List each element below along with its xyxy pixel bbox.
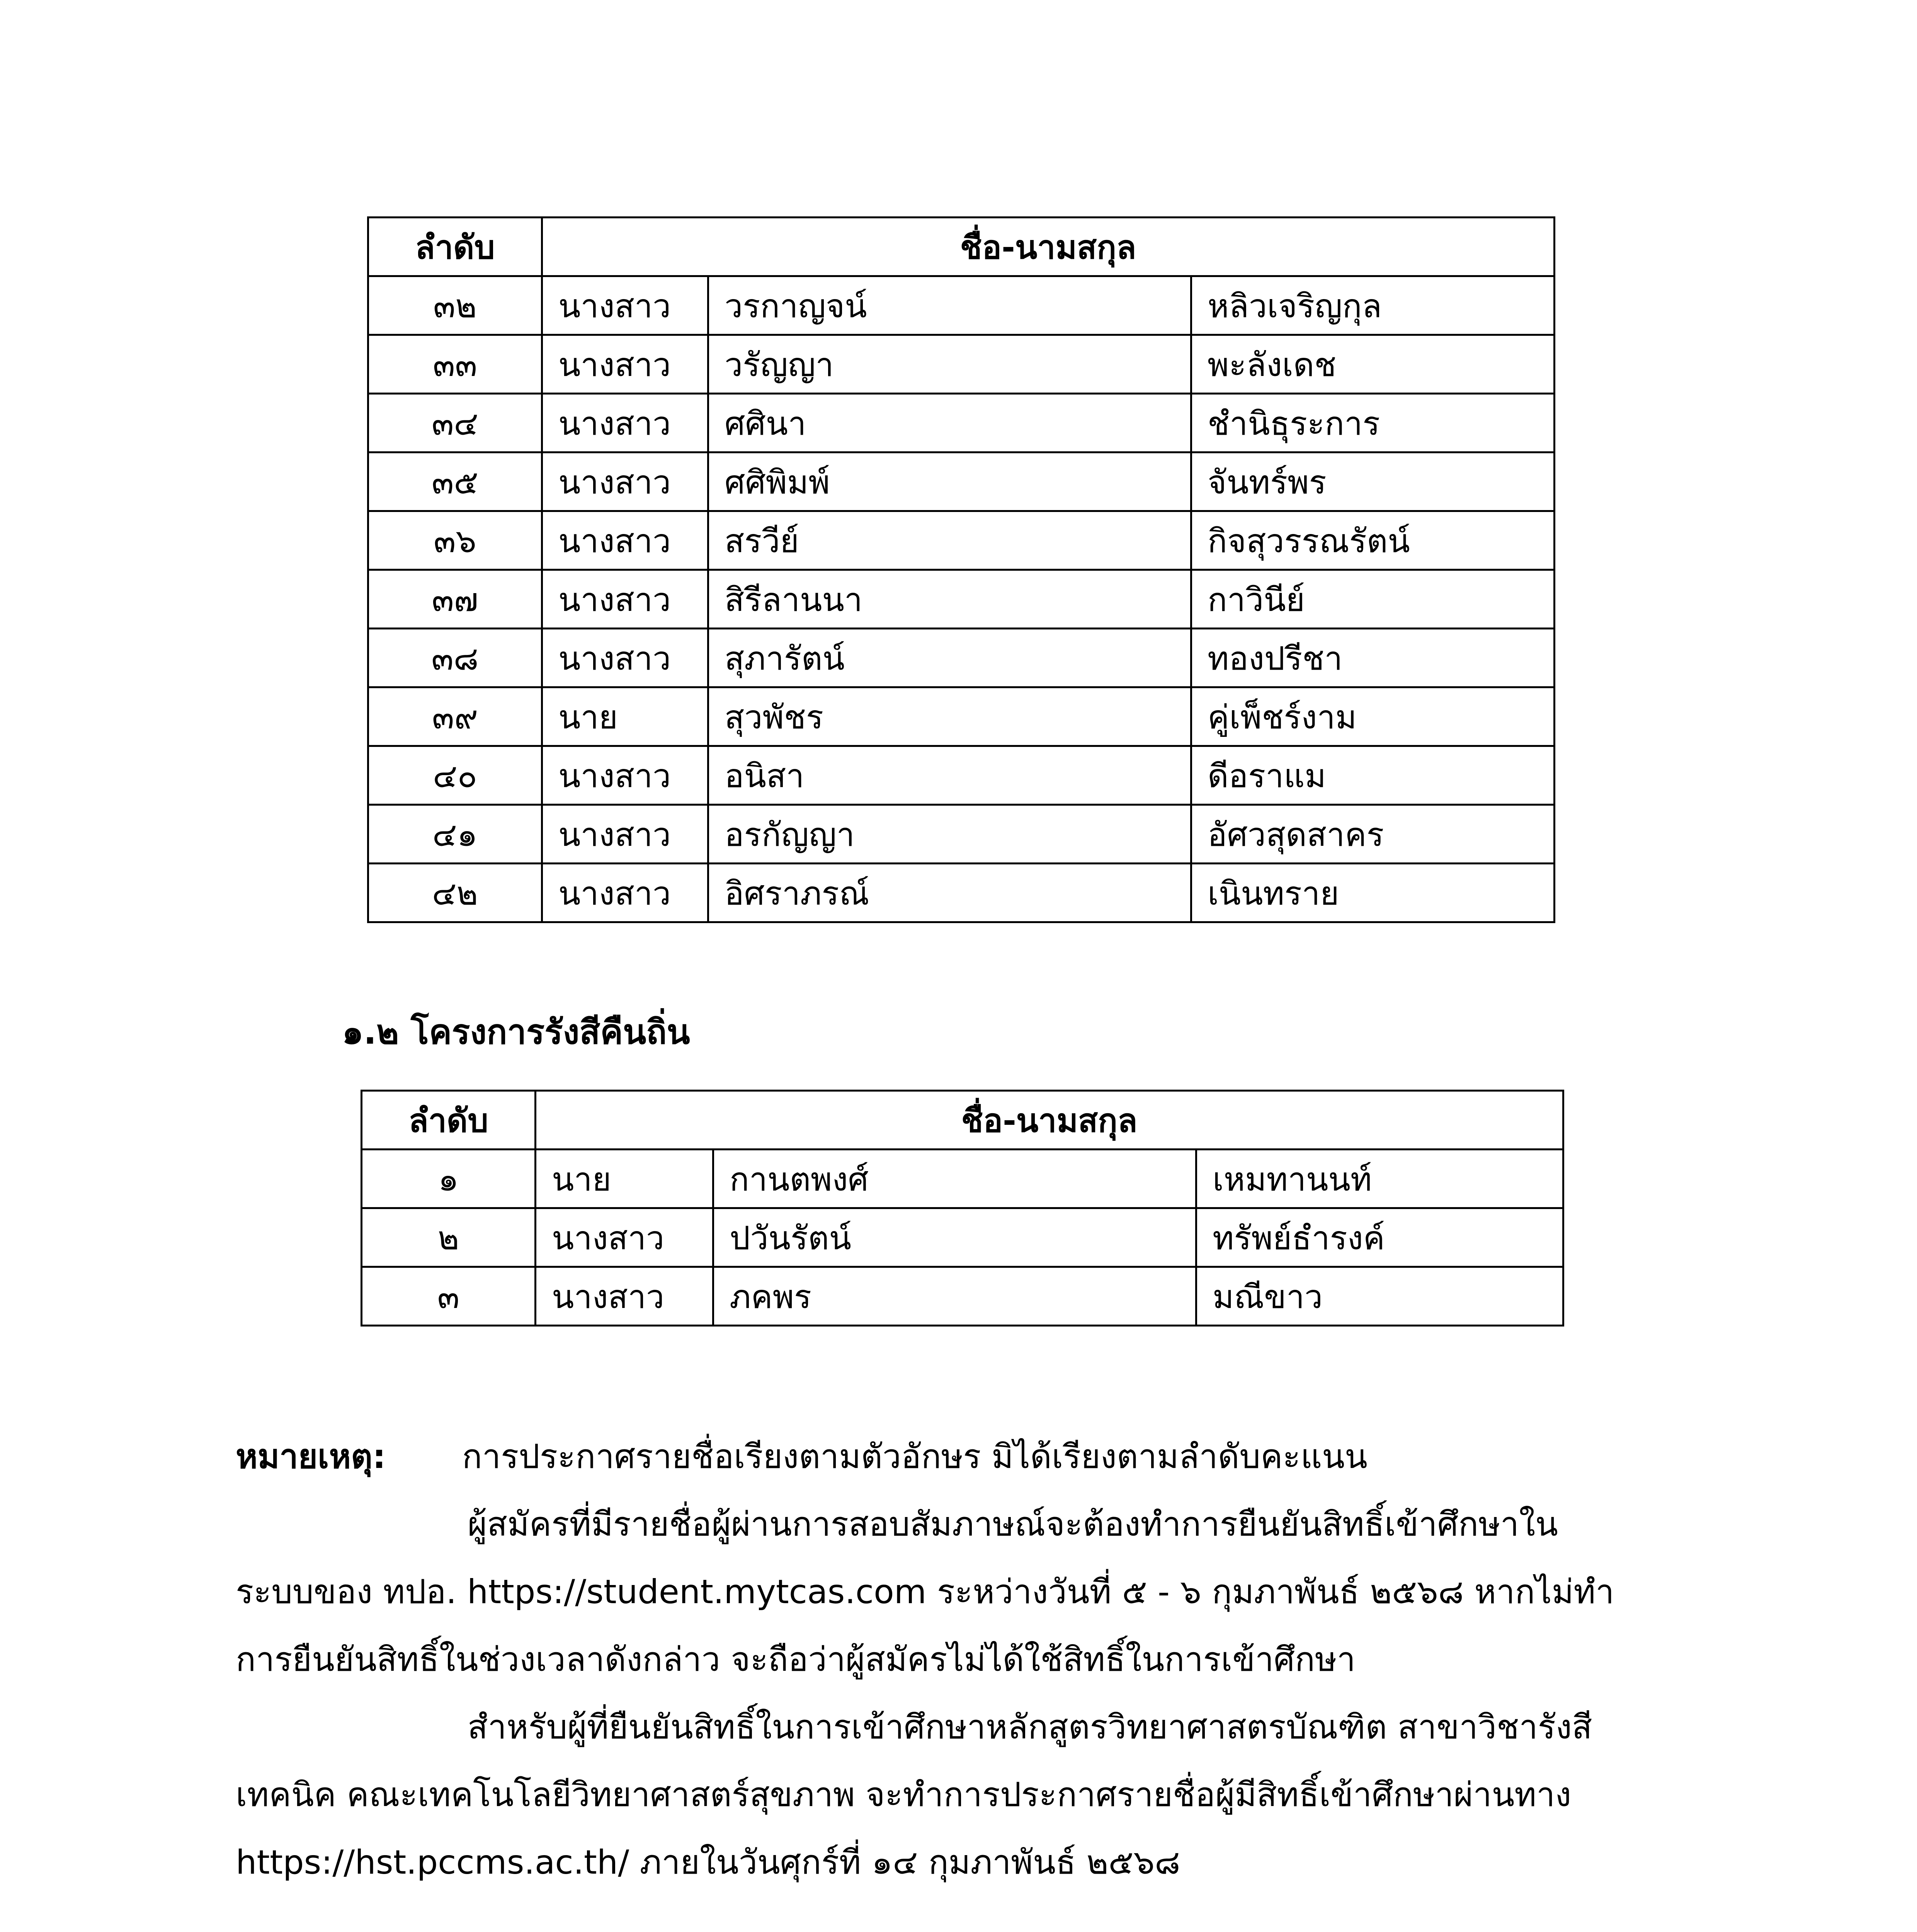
row-title: นางสาว: [542, 629, 708, 687]
table-row: [368, 452, 1555, 511]
table-row: [368, 335, 1555, 394]
admission-table-1: [367, 216, 1555, 923]
row-last-name: ทองปรีชา: [1191, 629, 1555, 687]
row-title: นางสาว: [542, 452, 708, 511]
row-title: นางสาว: [536, 1208, 713, 1267]
name-header: ชื่อ-นามสกุล: [536, 1091, 1563, 1150]
row-last-name: กาวินีย์: [1191, 570, 1555, 629]
table-row: [368, 805, 1555, 864]
row-title: นางสาว: [542, 864, 708, 922]
note-line-6: เทคนิค คณะเทคโนโลยีวิทยาศาสตร์สุขภาพ จะทำการประกาศรายชื่อผู้มีสิทธิ์เข้าศึกษาผ่านทาง: [236, 1776, 1572, 1814]
table-header-row: [362, 1091, 1563, 1150]
row-first-name: สิรีลานนา: [708, 570, 1191, 629]
row-first-name: ศศินา: [708, 394, 1191, 452]
row-number: ๔๒: [368, 864, 542, 922]
table-row: [362, 1208, 1563, 1267]
row-title: นางสาว: [536, 1267, 713, 1326]
row-title: นางสาว: [542, 335, 708, 394]
note-line-7: https://hst.pccms.ac.th/ ภายในวันศุกร์ที่ ๑๔ กุมภาพันธ์ ๒๕๖๘: [236, 1843, 1180, 1882]
name-header: ชื่อ-นามสกุล: [542, 218, 1555, 276]
row-first-name: อิศราภรณ์: [708, 864, 1191, 922]
row-number: ๓๖: [368, 511, 542, 570]
note-line-3: ระบบของ ทปอ. https://student.mytcas.com ระหว่างวันที่ ๕ - ๖ กุมภาพันธ์ ๒๕๖๘ หากไม่ทำ: [236, 1573, 1614, 1611]
row-first-name: ศศิพิมพ์: [708, 452, 1191, 511]
order-header: ลำดับ: [368, 218, 542, 276]
row-last-name: เหมทานนท์: [1196, 1150, 1563, 1208]
row-title: นางสาว: [542, 394, 708, 452]
row-number: ๒: [362, 1208, 536, 1267]
row-first-name: อรกัญญา: [708, 805, 1191, 864]
row-title: นางสาว: [542, 805, 708, 864]
note-line-5: สำหรับผู้ที่ยืนยันสิทธิ์ในการเข้าศึกษาหลักสูตรวิทยาศาสตรบัณฑิต สาขาวิชารังสี: [468, 1708, 1592, 1747]
row-last-name: มณีขาว: [1196, 1267, 1563, 1326]
row-first-name: วรัญญา: [708, 335, 1191, 394]
row-title: นางสาว: [542, 570, 708, 629]
row-last-name: กิจสุวรรณรัตน์: [1191, 511, 1555, 570]
table-header-row: [368, 218, 1555, 276]
row-title: นาย: [536, 1150, 713, 1208]
row-number: ๔๐: [368, 746, 542, 805]
admission-table-2: [361, 1090, 1564, 1327]
row-first-name: ภคพร: [713, 1267, 1196, 1326]
row-title: นางสาว: [542, 276, 708, 335]
row-first-name: ปวันรัตน์: [713, 1208, 1196, 1267]
row-first-name: สรวีย์: [708, 511, 1191, 570]
row-last-name: คู่เพ็ชร์งาม: [1191, 687, 1555, 746]
table-row: [362, 1267, 1563, 1326]
row-last-name: ชำนิธุระการ: [1191, 394, 1555, 452]
row-first-name: สุภารัตน์: [708, 629, 1191, 687]
row-number: ๔๑: [368, 805, 542, 864]
row-number: ๓: [362, 1267, 536, 1326]
table-row: [368, 864, 1555, 922]
row-number: ๓๓: [368, 335, 542, 394]
row-title: นาย: [542, 687, 708, 746]
row-first-name: อนิสา: [708, 746, 1191, 805]
table-row: [368, 687, 1555, 746]
row-last-name: จันทร์พร: [1191, 452, 1555, 511]
row-number: ๓๔: [368, 394, 542, 452]
note-text: การประกาศรายชื่อเรียงตามตัวอักษร มิได้เรียงตามลำดับคะแนน: [462, 1437, 1368, 1476]
row-last-name: อัศวสุดสาคร: [1191, 805, 1555, 864]
note-line-2: ผู้สมัครที่มีรายชื่อผู้ผ่านการสอบสัมภาษณ์จะต้องทำการยืนยันสิทธิ์เข้าศึกษาใน: [468, 1505, 1558, 1544]
row-first-name: สุวพัชร: [708, 687, 1191, 746]
table-body: [368, 276, 1555, 922]
row-last-name: ทรัพย์ธำรงค์: [1196, 1208, 1563, 1267]
row-title: นางสาว: [542, 511, 708, 570]
order-header: ลำดับ: [362, 1091, 536, 1150]
row-title: นางสาว: [542, 746, 708, 805]
row-number: ๓๘: [368, 629, 542, 687]
note-label: หมายเหตุ:: [236, 1437, 386, 1476]
row-number: ๓๗: [368, 570, 542, 629]
row-first-name: วรกาญจน์: [708, 276, 1191, 335]
row-number: ๓๙: [368, 687, 542, 746]
row-last-name: ดีอราแม: [1191, 746, 1555, 805]
table-body: [362, 1150, 1563, 1326]
row-last-name: พะลังเดช: [1191, 335, 1555, 394]
table-row: [368, 746, 1555, 805]
row-number: ๓๕: [368, 452, 542, 511]
table-row: [368, 394, 1555, 452]
row-last-name: หลิวเจริญกุล: [1191, 276, 1555, 335]
table-row: [368, 276, 1555, 335]
table-row: [368, 570, 1555, 629]
row-number: ๓๒: [368, 276, 542, 335]
row-last-name: เนินทราย: [1191, 864, 1555, 922]
section-heading: ๑.๒ โครงการรังสีคืนถิ่น: [342, 1012, 690, 1052]
table-row: [368, 511, 1555, 570]
table-row: [362, 1150, 1563, 1208]
row-first-name: กานตพงศ์: [713, 1150, 1196, 1208]
note-line-1: [236, 1437, 1696, 1476]
note-line-4: การยืนยันสิทธิ์ในช่วงเวลาดังกล่าว จะถือว่าผู้สมัครไม่ได้ใช้สิทธิ์ในการเข้าศึกษา: [236, 1640, 1356, 1679]
table-row: [368, 629, 1555, 687]
row-number: ๑: [362, 1150, 536, 1208]
